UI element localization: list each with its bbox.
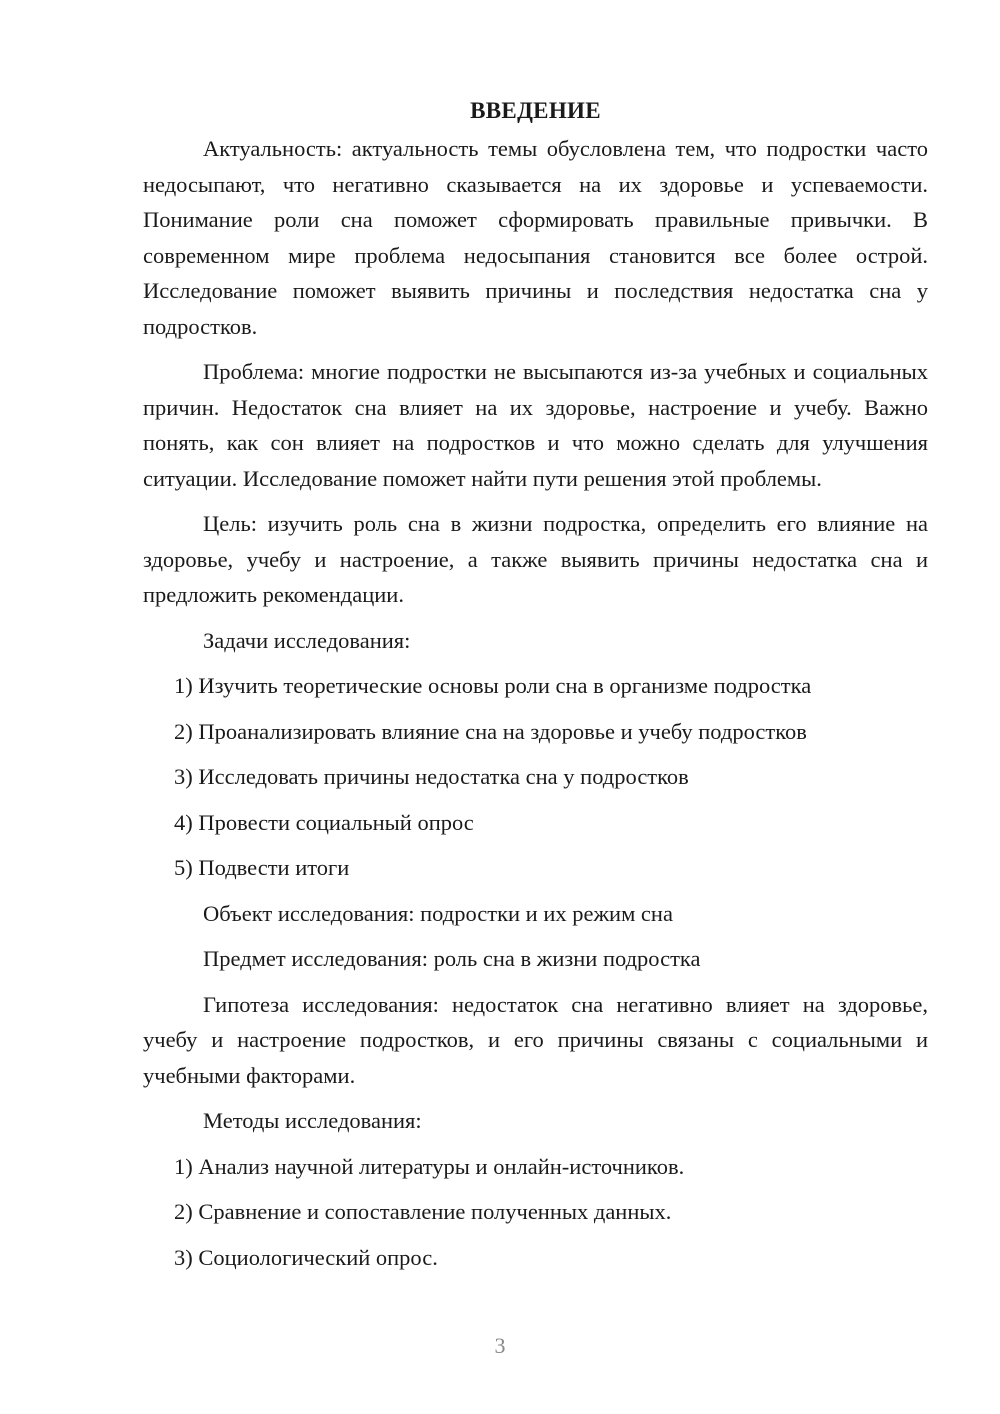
document-page (143, 95, 928, 1285)
research-subject: Предмет исследования: роль сна в жизни подростка (203, 946, 701, 971)
method-item-3: 3) Социологический опрос. (174, 1244, 438, 1270)
page-number: 3 (494, 1333, 506, 1358)
task-item-3: 3) Исследовать причины недостатка сна у подростков (174, 764, 689, 789)
page-title: ВВЕДЕНИЕ (470, 98, 601, 123)
task-item-4: 4) Провести социальный опрос (174, 809, 474, 835)
methods-heading: Методы исследования: (203, 1108, 422, 1133)
hypothesis-paragraph: Гипотеза исследования: недостаток сна негативно влияет на здоровье, учебу и настроение подростков, и его причины связаны с социальными и учебными факторами. (143, 991, 928, 1088)
method-item-1: 1) Анализ научной литературы и онлайн-источников. (174, 1153, 685, 1179)
tasks-heading: Задачи исследования: (203, 627, 411, 653)
task-item-1: 1) Изучить теоретические основы роли сна в организме подростка (174, 673, 812, 698)
problem-paragraph: Проблема: многие подростки не высыпаются из-за учебных и социальных причин. Недостаток сна влияет на их здоровье, настроение и учебу. Важно понять, как сон влияет на подростков и что можно сделать для улучшения ситуации. Исследование поможет найти пути решения этой проблемы. (143, 359, 928, 491)
task-item-5: 5) Подвести итоги (174, 855, 350, 880)
research-object: Объект исследования: подростки и их режим сна (203, 900, 673, 926)
task-item-2: 2) Проанализировать влияние сна на здоровье и учебу подростков (174, 718, 807, 744)
method-item-2: 2) Сравнение и сопоставление полученных данных. (174, 1199, 672, 1224)
goal-paragraph: Цель: изучить роль сна в жизни подростка, определить его влияние на здоровье, учебу и настроение, а также выявить причины недостатка сна и предложить рекомендации. (143, 511, 928, 607)
relevance-paragraph: Актуальность: актуальность темы обусловлена тем, что подростки часто недосыпают, что негативно сказывается на их здоровье и успеваемости. Понимание роли сна поможет сформировать правильные привычки. В современном мире проблема недосыпания становится все более острой. Исследование поможет выявить причины и последствия недостатка сна у подростков. (143, 136, 928, 339)
